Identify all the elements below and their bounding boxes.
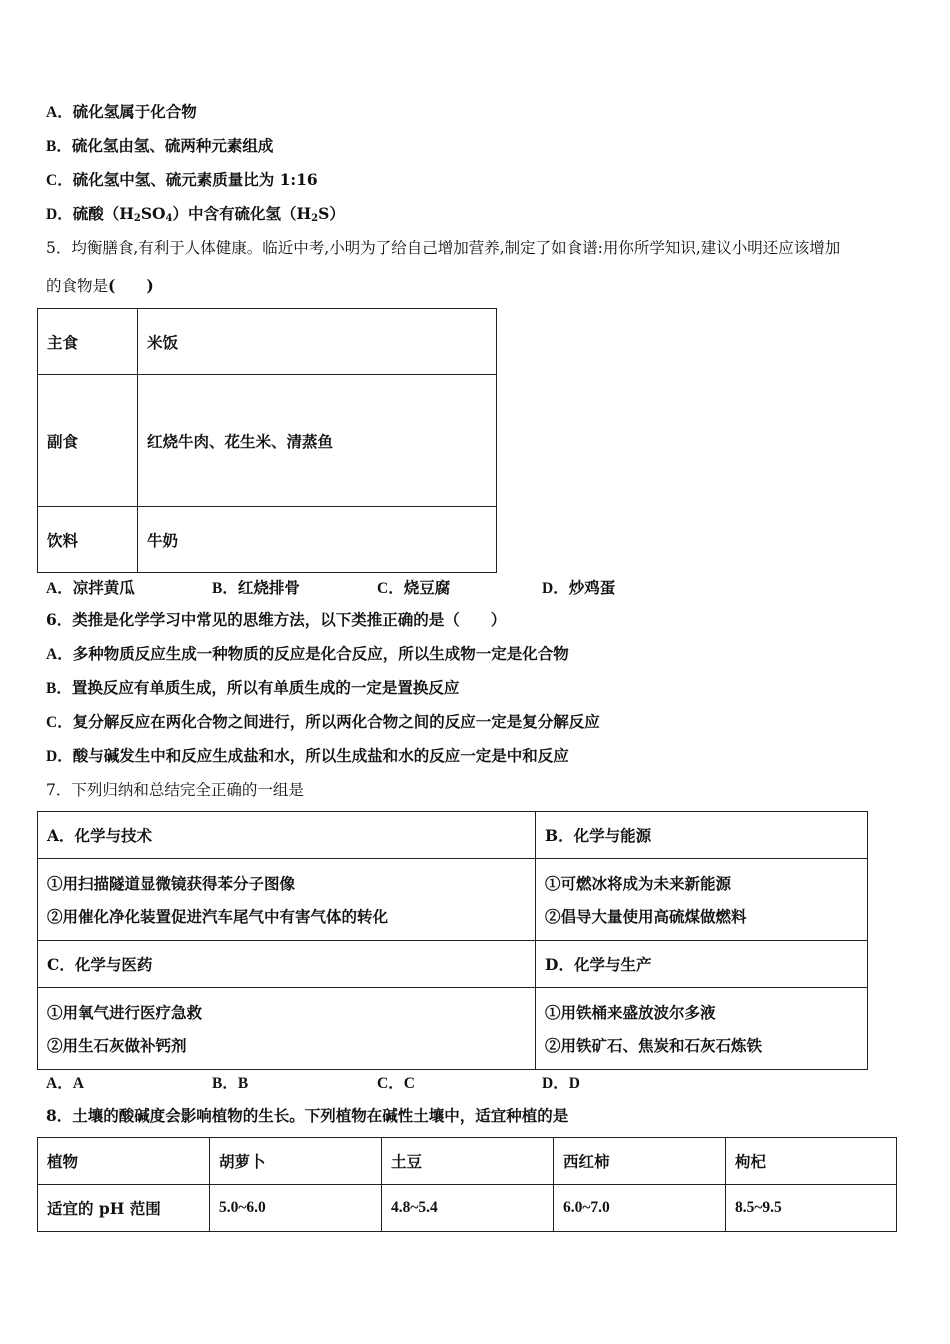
option-label: B． [46, 680, 72, 697]
table-cell [38, 988, 536, 1070]
q5-option-c[interactable] [377, 576, 450, 598]
q5-menu-table [37, 308, 497, 573]
table-header: 西红柿 [554, 1138, 726, 1185]
q5-option-a[interactable] [46, 576, 135, 598]
table-row [38, 507, 497, 573]
q7-option-c[interactable] [377, 1071, 415, 1093]
option-label: A． [46, 580, 73, 597]
table-cell [38, 859, 536, 941]
option-text: 复分解反应在两化合物之间进行，所以两化合物之间的反应一定是复分解反应 [72, 712, 600, 731]
option-text: 硫化氢中氢、硫元素质量比为 1:16 [72, 170, 318, 189]
table-header: 枸杞 [726, 1138, 897, 1185]
q4-option-b[interactable] [46, 136, 273, 157]
q8-stem: 8．土壤的酸碱度会影响植物的生长。下列植物在碱性土壤中，适宜种植的是 [46, 1106, 569, 1125]
q4-option-c[interactable] [46, 170, 318, 191]
q7-option-a[interactable] [46, 1071, 84, 1093]
q7-option-d[interactable] [542, 1071, 580, 1093]
table-header: 植物 [38, 1138, 210, 1185]
option-text: 烧豆腐 [403, 578, 451, 597]
option-text: B [237, 1075, 249, 1092]
q5-option-b[interactable] [212, 576, 300, 598]
q6-option-d[interactable] [46, 746, 569, 767]
q5-option-d[interactable] [542, 576, 615, 598]
q4-option-a[interactable] [46, 102, 197, 123]
table-row [38, 812, 868, 859]
q6-option-b[interactable] [46, 678, 459, 699]
table-cell: A．化学与技术 [38, 812, 536, 859]
q7-option-b[interactable] [212, 1071, 248, 1093]
question-number: 5． [46, 239, 72, 257]
option-text-a: 硫酸（H [72, 204, 134, 223]
option-text: 凉拌黄瓜 [72, 578, 135, 597]
q8-ph-table [37, 1137, 897, 1232]
table-header: 土豆 [382, 1138, 554, 1185]
table-cell: 红烧牛肉、花生米、清蒸鱼 [138, 375, 497, 507]
q5-stem-line2 [46, 276, 154, 296]
option-label: C． [46, 714, 73, 731]
option-label: C． [46, 172, 73, 189]
cell-line: ②用铁矿石、焦炭和石灰石炼铁 [545, 1035, 763, 1055]
option-label: D． [46, 748, 73, 765]
table-cell: 牛奶 [138, 507, 497, 573]
option-text: 置换反应有单质生成，所以有单质生成的一定是置换反应 [71, 678, 460, 697]
option-label: C． [377, 580, 404, 597]
table-row [38, 375, 497, 507]
option-text: A [72, 1075, 84, 1092]
table-cell: C．化学与医药 [38, 941, 536, 988]
table-cell: 5.0~6.0 [210, 1185, 382, 1232]
option-label: C． [377, 1075, 404, 1092]
subscript: 2 [311, 213, 319, 224]
option-text: 多种物质反应生成一种物质的反应是化合反应，所以生成物一定是化合物 [72, 644, 569, 663]
option-text: D [568, 1075, 580, 1092]
table-cell: D．化学与生产 [536, 941, 868, 988]
table-row [38, 941, 868, 988]
option-label: A． [46, 104, 73, 121]
table-cell: 饮料 [38, 507, 138, 573]
option-text: 酸与碱发生中和反应生成盐和水，所以生成盐和水的反应一定是中和反应 [72, 746, 569, 765]
cell-line: ①可燃冰将成为未来新能源 [545, 873, 732, 893]
option-text: 硫化氢属于化合物 [72, 102, 197, 121]
table-cell: 4.8~5.4 [382, 1185, 554, 1232]
cell-line: ①用铁桶来盛放波尔多液 [545, 1002, 716, 1022]
q6-option-a[interactable] [46, 644, 569, 665]
cell-line: ②倡导大量使用高硫煤做燃料 [545, 906, 747, 926]
answer-bracket: ( ) [108, 276, 154, 295]
option-label: D． [542, 580, 569, 597]
option-label: A． [46, 646, 73, 663]
q7-stem: 7．下列归纳和总结完全正确的一组是 [46, 781, 304, 799]
cell-line: ①用氧气进行医疗急救 [47, 1002, 203, 1022]
table-row [38, 1138, 897, 1185]
table-header: 胡萝卜 [210, 1138, 382, 1185]
table-cell: 米饭 [138, 309, 497, 375]
q5-options [46, 576, 746, 596]
q7-summary-table [37, 811, 868, 1070]
option-text-b: SO [140, 204, 166, 223]
question-text: 的食物是 [46, 277, 109, 295]
table-cell [536, 988, 868, 1070]
table-cell: 副食 [38, 375, 138, 507]
table-row [38, 1185, 897, 1232]
option-text: 硫化氢由氢、硫两种元素组成 [71, 136, 274, 155]
option-label: B． [212, 1075, 238, 1092]
option-label: A． [46, 1075, 73, 1092]
table-cell: B．化学与能源 [536, 812, 868, 859]
table-cell: 主食 [38, 309, 138, 375]
cell-line: ②用催化净化装置促进汽车尾气中有害气体的转化 [47, 906, 389, 926]
option-label: D． [46, 206, 73, 223]
subscript: 4 [165, 213, 173, 224]
q7-options [46, 1071, 746, 1091]
question-text: 均衡膳食,有利于人体健康。临近中考,小明为了给自己增加营养,制定了如食谱:用你所学知识,建议小明还应该增加 [71, 239, 841, 257]
table-cell [536, 859, 868, 941]
option-text: 红烧排骨 [237, 578, 300, 597]
table-cell: 8.5~9.5 [726, 1185, 897, 1232]
q6-option-c[interactable] [46, 712, 600, 733]
table-cell: 适宜的 pH 范围 [38, 1185, 210, 1232]
cell-line: ①用扫描隧道显微镜获得苯分子图像 [47, 873, 296, 893]
option-label: B． [46, 138, 72, 155]
table-cell: 6.0~7.0 [554, 1185, 726, 1232]
q4-option-d[interactable] [46, 204, 345, 225]
option-text-c: ）中含有硫化氢（H [172, 204, 312, 223]
option-text-d: S） [318, 204, 345, 223]
subscript: 2 [133, 213, 141, 224]
q6-stem: 6．类推是化学学习中常见的思维方法，以下类推正确的是（ ） [46, 610, 507, 629]
option-label: B． [212, 580, 238, 597]
cell-line: ②用生石灰做补钙剂 [47, 1035, 187, 1055]
table-row [38, 859, 868, 941]
table-row [38, 309, 497, 375]
q5-stem-line1 [46, 238, 840, 258]
option-label: D． [542, 1075, 569, 1092]
option-text: 炒鸡蛋 [568, 578, 616, 597]
option-text: C [403, 1075, 415, 1092]
table-row [38, 988, 868, 1070]
